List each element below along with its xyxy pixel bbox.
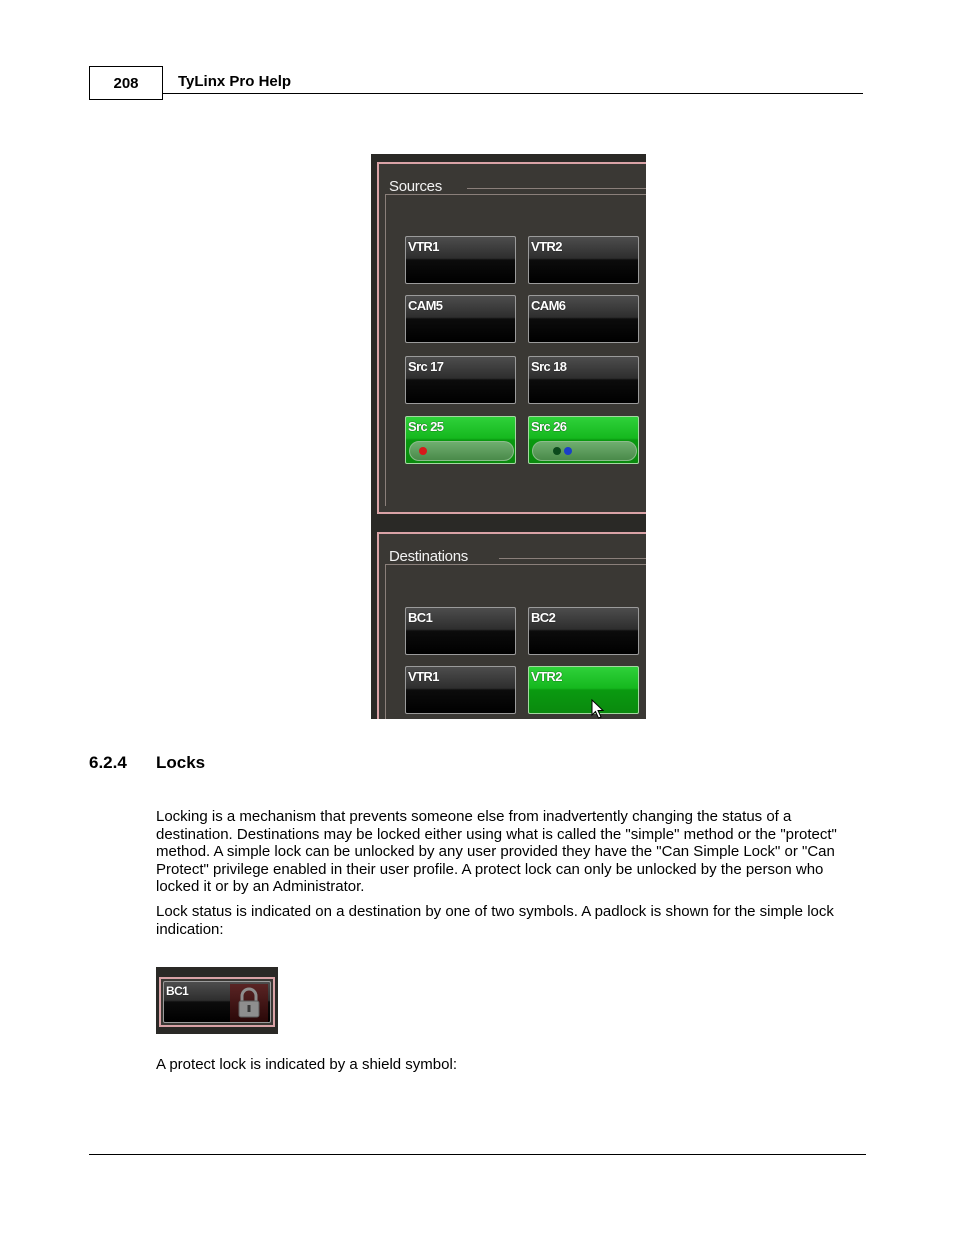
section-number: 6.2.4 bbox=[89, 753, 127, 772]
footer-rule bbox=[89, 1154, 866, 1155]
source-button-src17[interactable] bbox=[405, 356, 516, 404]
source-button-cam6[interactable] bbox=[528, 295, 639, 343]
mouse-cursor-icon bbox=[591, 699, 605, 719]
padlock-icon bbox=[230, 984, 268, 1022]
green-dot-icon bbox=[553, 447, 561, 455]
source-button-label: VTR1 bbox=[408, 239, 439, 254]
destination-button-label: VTR2 bbox=[531, 669, 562, 684]
paragraph-protect-lock: A protect lock is indicated by a shield symbol: bbox=[156, 1056, 457, 1073]
paragraph-lock-status: Lock status is indicated on a destination by one of two symbols. A padlock is shown for the simple lock indication: bbox=[156, 903, 834, 938]
page-number: 208 bbox=[89, 66, 163, 100]
lock-badge bbox=[230, 984, 268, 1022]
destination-button-label: VTR1 bbox=[408, 669, 439, 684]
header-rule bbox=[163, 93, 863, 94]
source-button-cam5[interactable] bbox=[405, 295, 516, 343]
destination-button-label: BC2 bbox=[531, 610, 556, 625]
destination-button-bc2[interactable] bbox=[528, 607, 639, 655]
source-button-label: CAM5 bbox=[408, 298, 443, 313]
sources-title-rule bbox=[467, 188, 646, 189]
destination-button-bc1-locked[interactable] bbox=[163, 981, 271, 1023]
status-indicator-pill bbox=[409, 441, 514, 461]
destination-button-bc1[interactable] bbox=[405, 607, 516, 655]
source-button-label: Src 26 bbox=[531, 419, 567, 434]
paragraph-locking-intro: Locking is a mechanism that prevents someone else from inadvertently changing the status of a destination. Destinations may be locked either using what is called the "simple" method or the "protect" method. A simple lock can be unlocked by any user provided they have the "Can Simple Lock" or "Can Protect" privilege enabled in their user profile. A protect lock can only be unlocked by the person who locked it or by an Administrator. bbox=[156, 808, 837, 895]
source-button-label: CAM6 bbox=[531, 298, 566, 313]
source-button-label: Src 18 bbox=[531, 359, 567, 374]
red-dot-icon bbox=[419, 447, 427, 455]
source-button-label: Src 17 bbox=[408, 359, 444, 374]
source-button-label: VTR2 bbox=[531, 239, 562, 254]
destinations-title-rule bbox=[499, 558, 646, 559]
lock-button-frame bbox=[159, 977, 275, 1027]
section-title: Locks bbox=[156, 753, 206, 772]
destinations-panel bbox=[377, 532, 646, 719]
simple-lock-screenshot bbox=[156, 967, 278, 1034]
destination-button-label: BC1 bbox=[408, 610, 433, 625]
destinations-panel-title: Destinations bbox=[389, 548, 468, 565]
source-button-vtr2[interactable] bbox=[528, 236, 639, 284]
source-button-vtr1[interactable] bbox=[405, 236, 516, 284]
source-button-src26[interactable] bbox=[528, 416, 639, 464]
sources-panel-title: Sources bbox=[389, 178, 442, 195]
destination-button-vtr2[interactable] bbox=[528, 666, 639, 714]
lock-button-label: BC1 bbox=[166, 984, 189, 998]
running-title: TyLinx Pro Help bbox=[178, 73, 292, 90]
section-heading bbox=[89, 753, 205, 773]
sources-panel bbox=[377, 162, 646, 514]
blue-dot-icon bbox=[564, 447, 572, 455]
source-button-label: Src 25 bbox=[408, 419, 444, 434]
source-button-src25[interactable] bbox=[405, 416, 516, 464]
source-button-src18[interactable] bbox=[528, 356, 639, 404]
status-indicator-pill bbox=[532, 441, 637, 461]
router-panel-screenshot bbox=[371, 154, 646, 719]
destination-button-vtr1[interactable] bbox=[405, 666, 516, 714]
